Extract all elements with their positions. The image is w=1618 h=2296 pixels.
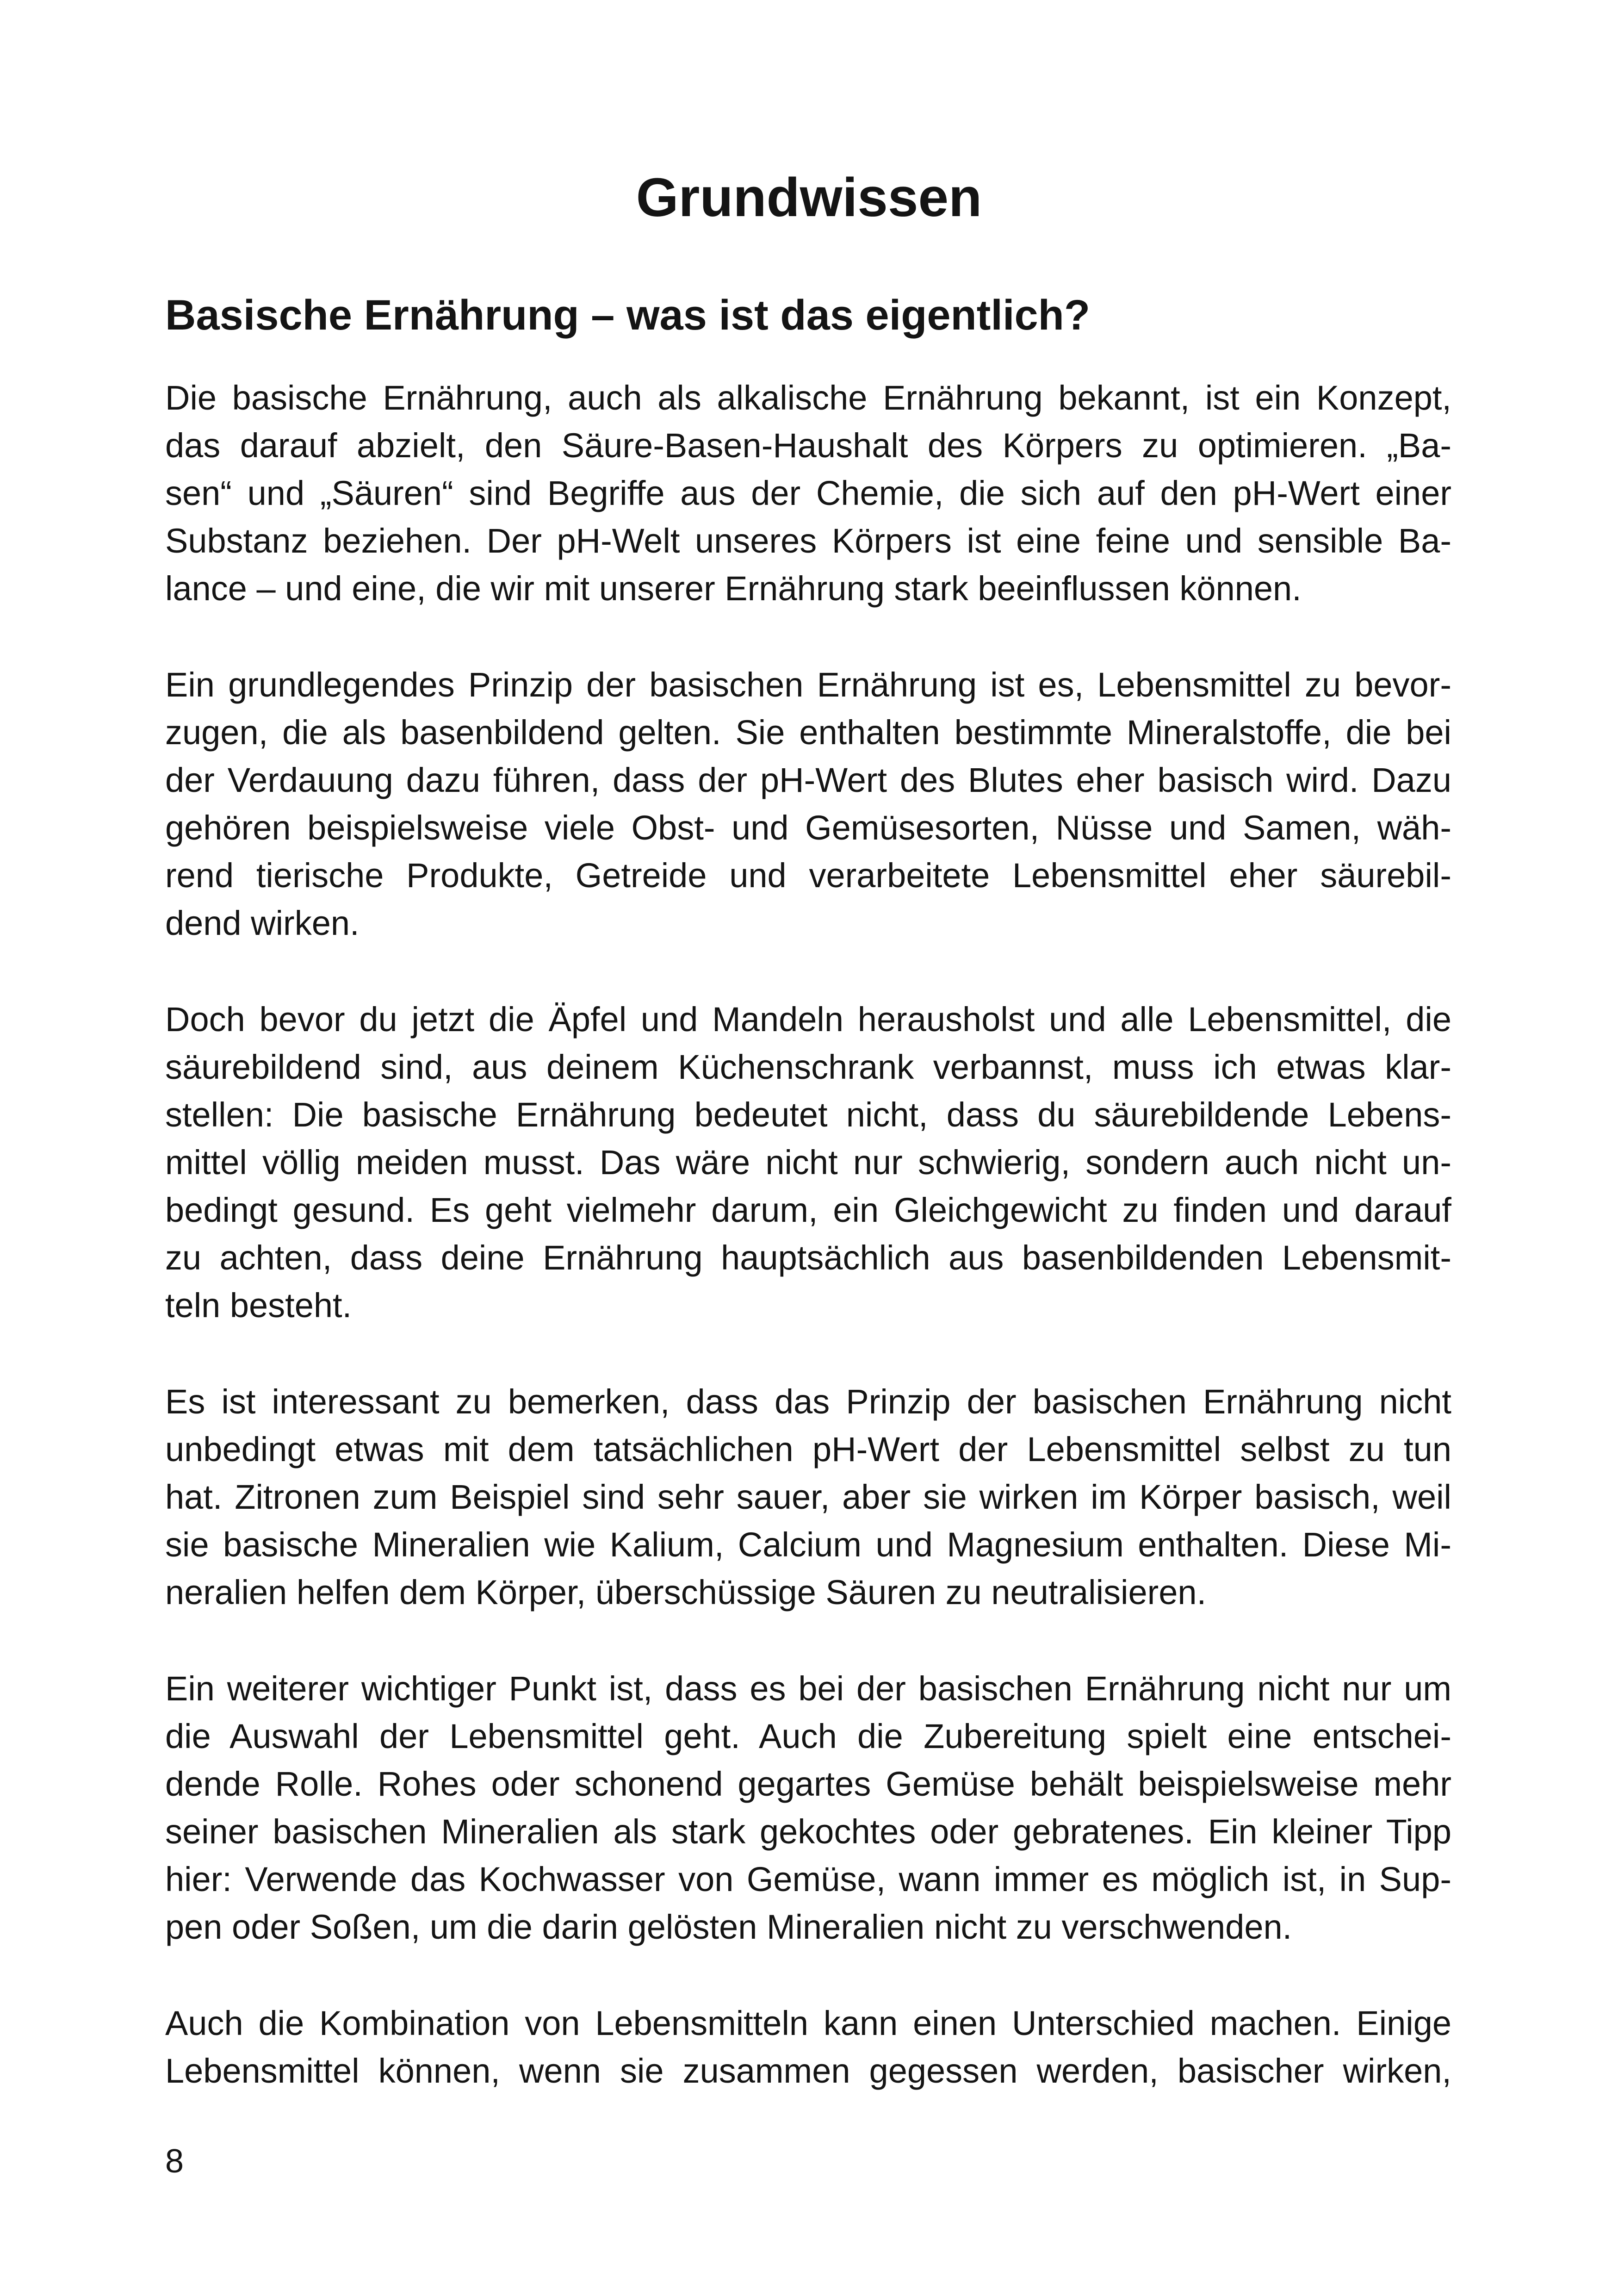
text-line: mittel völlig meiden musst. Das wäre nicht nur schwierig, sondern auch nicht un-	[165, 1143, 1451, 1182]
paragraph	[165, 1999, 1451, 2095]
paragraph	[165, 1665, 1451, 1951]
text-line: sie basische Mineralien wie Kalium, Calcium und Magnesium enthalten. Diese Mi-	[165, 1525, 1451, 1564]
text-line: lance – und eine, die wir mit unserer Ernährung stark beeinflussen können.	[165, 569, 1302, 608]
text-line: die Auswahl der Lebensmittel geht. Auch die Zubereitung spielt eine entschei-	[165, 1717, 1451, 1755]
text-line: Es ist interessant zu bemerken, dass das Prinzip der basischen Ernährung nicht	[165, 1382, 1451, 1421]
paragraph	[165, 996, 1451, 1329]
text-line: stellen: Die basische Ernährung bedeutet nicht, dass du säurebildende Lebens-	[165, 1095, 1451, 1134]
text-line: gehören beispielsweise viele Obst- und Gemüsesorten, Nüsse und Samen, wäh-	[165, 809, 1451, 847]
paragraph	[165, 1378, 1451, 1616]
text-line: der Verdauung dazu führen, dass der pH-Wert des Blutes eher basisch wird. Dazu	[165, 761, 1451, 799]
text-line: Ein weiterer wichtiger Punkt ist, dass es bei der basischen Ernährung nicht nur um	[165, 1669, 1451, 1708]
text-line: seiner basischen Mineralien als stark gekochtes oder gebratenes. Ein kleiner Tipp	[165, 1812, 1451, 1851]
chapter-title: Grundwissen	[636, 167, 982, 228]
text-line: dende Rolle. Rohes oder schonend gegartes Gemüse behält beispielsweise mehr	[165, 1765, 1451, 1803]
text-line: Ein grundlegendes Prinzip der basischen Ernährung ist es, Lebensmittel zu bevor-	[165, 666, 1451, 704]
paragraph	[165, 374, 1451, 612]
text-line: säurebildend sind, aus deinem Küchenschrank verbannst, muss ich etwas klar-	[165, 1048, 1451, 1086]
text-line: das darauf abzielt, den Säure-Basen-Haushalt des Körpers zu optimieren. „Ba-	[165, 426, 1451, 465]
text-line: teln besteht.	[165, 1286, 352, 1325]
text-line: pen oder Soßen, um die darin gelösten Mineralien nicht zu verschwenden.	[165, 1908, 1292, 1946]
text-line: zu achten, dass deine Ernährung hauptsächlich aus basenbildenden Lebensmit-	[165, 1238, 1451, 1277]
text-line: neralien helfen dem Körper, überschüssige Säuren zu neutralisieren.	[165, 1573, 1207, 1612]
text-line: hier: Verwende das Kochwasser von Gemüse, wann immer es möglich ist, in Sup-	[165, 1860, 1451, 1898]
text-line: sen“ und „Säuren“ sind Begriffe aus der Chemie, die sich auf den pH-Wert einer	[165, 474, 1451, 512]
paragraph	[165, 661, 1451, 947]
body-text	[165, 374, 1451, 2143]
text-line: Doch bevor du jetzt die Äpfel und Mandeln herausholst und alle Lebensmittel, die	[165, 1000, 1451, 1039]
text-line: hat. Zitronen zum Beispiel sind sehr sauer, aber sie wirken im Körper basisch, weil	[165, 1478, 1451, 1516]
text-line: zugen, die als basenbildend gelten. Sie enthalten bestimmte Mineralstoffe, die bei	[165, 713, 1451, 752]
text-line: rend tierische Produkte, Getreide und verarbeitete Lebensmittel eher säurebil-	[165, 856, 1451, 895]
text-line: Auch die Kombination von Lebensmitteln kann einen Unterschied machen. Einige	[165, 2004, 1451, 2042]
text-line: unbedingt etwas mit dem tatsächlichen pH-Wert der Lebensmittel selbst zu tun	[165, 1430, 1451, 1468]
text-line: bedingt gesund. Es geht vielmehr darum, ein Gleichgewicht zu finden und darauf	[165, 1191, 1451, 1229]
text-line: dend wirken.	[165, 904, 360, 942]
text-line: Substanz beziehen. Der pH-Welt unseres Körpers ist eine feine und sensible Ba-	[165, 522, 1451, 560]
page-number: 8	[165, 2143, 184, 2180]
section-heading: Basische Ernährung – was ist das eigentlich?	[165, 292, 1091, 339]
text-line: Die basische Ernährung, auch als alkalische Ernährung bekannt, ist ein Konzept,	[165, 379, 1451, 417]
text-line: Lebensmittel können, wenn sie zusammen gegessen werden, basischer wirken,	[165, 2052, 1451, 2090]
